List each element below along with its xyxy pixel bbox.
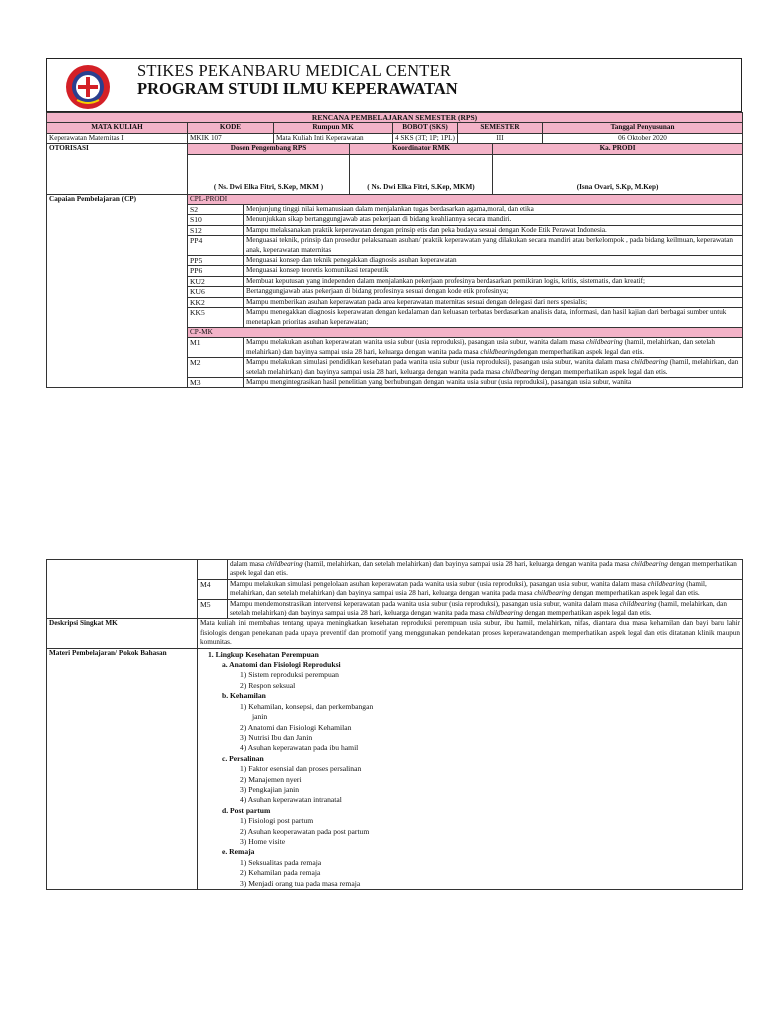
hdr-bobot: BOBOT (SKS): [393, 123, 458, 133]
document-header: [46, 58, 742, 112]
signature-koordinator: ( Ns. Dwi Elka Fitri, S.Kep, MKM): [350, 154, 493, 194]
materi-label: Materi Pembelajaran/ Pokok Bahasan: [47, 648, 198, 889]
page-1: [46, 58, 742, 388]
otorisasi-label: OTORISASI: [47, 144, 188, 194]
materi-item: 2) Asuhan keoperawatan pada post partum: [240, 826, 370, 836]
cpl-text: Menguasai teknik, prinsip dan prosedur pelaksanaan asuhan/ praktik keperawatan yang dilakukan secara mandiri atau berkelompok , pada bidang keilmuan, keperawatan anak, keperawatan maternitas: [244, 236, 743, 256]
cpmk_p1-0-it1: childbearing: [586, 338, 623, 347]
cpl-code: KU6: [188, 287, 244, 297]
materi-item: 2) Anatomi dan Fisiologi Kehamilan: [240, 722, 352, 732]
cpl-code: KU2: [188, 276, 244, 286]
cpl-text: Menunjukkan sikap bertanggungjawab atas pekerjaan di bidang keahliannya secara mandiri.: [244, 215, 743, 225]
hdr-tanggal: Tanggal Penyusunan: [543, 123, 743, 133]
materi-item: 3) Nutrisi Ibu dan Janin: [240, 732, 313, 742]
cpmk-code-blank: [198, 560, 228, 580]
cpmk_p1-0-it2: childbearing: [480, 347, 518, 356]
materi-outline: [198, 648, 743, 889]
rps-title: RENCANA PEMBELAJARAN SEMESTER (RPS): [47, 113, 743, 123]
cpmk_p1-1-post: dengan memperhatikan aspek legal dan etis.: [538, 367, 668, 376]
rps-table: [46, 112, 743, 388]
materi-item: 3) Pengkajian janin: [240, 784, 300, 794]
materi-item: 4) Asuhan keperawatan intranatal: [240, 795, 342, 805]
materi-item: 4) Asuhan keperawatan pada ibu hamil: [240, 743, 359, 753]
val-bobot: 4 SKS (3T; 1P; 1PL): [393, 133, 458, 143]
cpl-text: Membuat keputusan yang independen dalam menjalankan pekerjaan profesinya berdasarkan pemikiran logis, kritis, sistematis, dan kreatif;: [244, 276, 743, 286]
hdr-mata-kuliah: MATA KULIAH: [47, 123, 188, 133]
cpmk_p1-1-pre: Mampu melakukan simulasi pendidikan kesehatan pada wanita usia subur (usia reproduksi), pasangan usia subur, wanita dalam masa: [246, 358, 632, 367]
cpmk_p1-2-pre: Mampu mengintegrasikan hasil penelitian yang berhubungan dengan wanita usia subur (usia reproduksi), pasangan usia subur, wanita: [246, 377, 632, 386]
cp-label-continued: [47, 560, 198, 619]
materi-section-title: c. Persalinan: [222, 753, 264, 763]
cpmk_p2-1-it1: childbearing: [619, 599, 657, 608]
cpmk_p2-0-pre: Mampu melakukan simulasi pengelolaan asuhan keperawatan pada wanita usia subur (usia reproduksi), pasangan usia subur, wanita dalam masa: [230, 579, 648, 588]
institution-name: STIKES PEKANBARU MEDICAL CENTER: [137, 61, 452, 80]
cpmk_p2-1-mid: (hamil, melahirkan, dan setelah melahirkan) dan bayinya sampai usia 28 hari, keluarga dengan wanita pada masa: [230, 599, 727, 618]
cpmk-text: [244, 358, 743, 378]
cpl-text: Mampu memberikan asuhan keperawatan pada area keperawatan maternitas sesuai dengan delegasi dari ners spesialis;: [244, 297, 743, 307]
cpmk-code: M3: [188, 377, 244, 387]
cpmk-code: M5: [198, 599, 228, 619]
rps-table-continued: [46, 559, 743, 890]
cpmk_p1-1-it2: childbearing: [502, 367, 539, 376]
cpmk_p2-0-post: dengan memperhatikan aspek legal dan etis.: [570, 589, 700, 598]
signature-kaprodi: (Isna Ovari, S.Kp, M.Kep): [493, 154, 743, 194]
materi-item: 1) Sistem reproduksi perempuan: [240, 670, 339, 680]
cpmk_p2_cont-it1: childbearing: [265, 560, 303, 568]
materi-item: 1) Seksualitas pada remaja: [240, 857, 322, 867]
cpmk_p2_cont-it2: childbearing: [631, 560, 668, 568]
cpmk_p2-0-it2: childbearing: [534, 589, 571, 598]
signature-dosen: ( Ns. Dwi Elka Fitri, S.Kep, MKM ): [188, 154, 350, 194]
materi-item: 3) Home visite: [240, 836, 286, 846]
cpmk_p2-1-it2: childbearing: [486, 609, 523, 618]
cpmk_p2-0-it1: childbearing: [647, 579, 685, 588]
materi-item: 2) Manajemen nyeri: [240, 774, 302, 784]
materi-section-title: e. Remaja: [222, 847, 255, 857]
stikes-logo-icon: [65, 64, 111, 110]
cpmk_p2_cont-pre: dalam masa: [230, 560, 266, 568]
cpl-code: S10: [188, 215, 244, 225]
materi-section-title: b. Kehamilan: [222, 691, 266, 701]
val-kode: MKIK 107: [188, 133, 274, 143]
cpmk_p2_cont-mid: (hamil, melahirkan, dan setelah melahirkan) dan bayinya sampai usia 28 hari, keluarga dengan wanita pada masa: [302, 560, 632, 568]
cpl-text: Menguasai konsep teoretis komunikasi terapeutik: [244, 266, 743, 276]
hdr-kode: KODE: [188, 123, 274, 133]
cpl-text: Bertanggungjawab atas pekerjaan di bidang profesinya sesuai dengan kode etik profesinya;: [244, 287, 743, 297]
otorisasi-dosen-label: Dosen Pengembang RPS: [188, 144, 350, 154]
cpmk_p2-1-pre: Mampu mendemonstrasikan intervensi keperawatan pada wanita usia subur (usia reproduksi), pasangan usia subur, wanita dalam masa: [230, 599, 620, 608]
cpl-code: PP5: [188, 256, 244, 266]
cpmk_p2_cont-post: dengan memperhatikan aspek legal dan etis.: [230, 560, 737, 578]
cpmk-code: M2: [188, 358, 244, 378]
materi-item: 2) Respon seksual: [240, 680, 296, 690]
materi-heading: 1. Lingkup Kesehatan Perempuan: [208, 649, 319, 659]
cpmk_p2-0-mid: (hamil, melahirkan, dan setelah melahirkan) dan bayinya sampai usia 28 hari, keluarga dengan wanita pada masa: [230, 579, 707, 598]
cpl-text: Mampu menegakkan diagnosis keperawatan dengan kedalaman dan keluasan terbatas berdasarkan analisis data, informasi, dan hasil kajian dari berbagai sumber untuk menetapkan prioritas asuhan keperawatan;: [244, 308, 743, 328]
val-rumpun: Mata Kuliah Inti Keperawatan: [274, 133, 393, 143]
cpmk-code: M1: [188, 338, 244, 358]
materi-section-title: a. Anatomi dan Fisiologi Reproduksi: [222, 660, 341, 670]
cpl-text: Menguasai konsep dan teknik penegakkan diagnosis asuhan keperawatan: [244, 256, 743, 266]
cpl-text: Menjunjung tinggi nilai kemanusiaan dalam menjalankan tugas berdasarkan agama,moral, dan etika: [244, 205, 743, 215]
materi-item: janin: [252, 712, 268, 722]
deskripsi-label: Deskripsi Singkat MK: [47, 619, 198, 648]
deskripsi-text: Mata kuliah ini membahas tentang upaya meningkatkan kesehatan reproduksi perempuan usia subur, ibu hamil, melahirkan, nifas, diantara dua masa kehamilan dan bayi baru lahir fisiologis dengan penekanan pada upaya preventif dan promotif yang menggunakan pendekatan proses keperawatandengan memperhatikan aspek legal dan etis ditatanan klinik maupun komunitas.: [198, 619, 743, 648]
page-2: [46, 559, 742, 890]
cpmk-text-continued: [228, 560, 743, 580]
cpl-code: KK5: [188, 308, 244, 328]
otorisasi-kaprodi-label: Ka. PRODI: [493, 144, 743, 154]
materi-item: 2) Kehamilan pada remaja: [240, 868, 321, 878]
cpl-prodi-label: CPL-PRODI: [188, 194, 743, 204]
cpmk_p2-1-post: dengan memperhatikan aspek legal dan etis.: [522, 609, 652, 618]
cpl-text: Mampu melaksanakan praktik keperawatan dengan prinsip etis dan peka budaya sesuai dengan Kode Etik Perawat Indonesia.: [244, 225, 743, 235]
cpmk-text: [228, 579, 743, 599]
cpmk-text: [244, 377, 743, 387]
cpl-code: KK2: [188, 297, 244, 307]
cpmk-code: M4: [198, 579, 228, 599]
materi-section-title: d. Post partum: [222, 805, 271, 815]
otorisasi-koordinator-label: Koordinator RMK: [350, 144, 493, 154]
materi-item: 1) Faktor esensial dan proses persalinan: [240, 764, 362, 774]
cpmk_p1-1-it1: childbearing: [631, 358, 668, 367]
cpmk-text: [228, 599, 743, 619]
cpl-code: PP4: [188, 236, 244, 256]
materi-item: 1) Kehamilan, konsepsi, dan perkembangan: [240, 701, 374, 711]
cpmk_p1-0-post: dengan memperhatikan aspek legal dan etis.: [517, 347, 645, 356]
cpmk_p1-1-mid: (hamil, melahirkan, dan setelah melahirkan) dan bayinya sampai usia 28 hari, keluarga dengan wanita pada masa: [246, 358, 739, 376]
cpl-code: S12: [188, 225, 244, 235]
cpmk_p1-0-mid: (hamil, melahirkan, dan setelah melahirkan) dan bayinya sampai usia 28 hari, keluarga dengan wanita pada masa: [246, 338, 715, 356]
cpl-code: S2: [188, 205, 244, 215]
program-name: PROGRAM STUDI ILMU KEPERAWATAN: [137, 79, 458, 98]
cpmk-text: [244, 338, 743, 358]
hdr-rumpun: Rumpun MK: [274, 123, 393, 133]
hdr-semester: SEMESTER: [458, 123, 543, 133]
materi-item: 3) Menjadi orang tua pada masa remaja: [240, 878, 361, 888]
val-tanggal: 06 Oktober 2020: [543, 133, 743, 143]
cp-label: Capaian Pembelajaran (CP): [47, 194, 188, 388]
cpmk-label: CP-MK: [188, 327, 743, 337]
cpl-code: PP6: [188, 266, 244, 276]
val-semester: III: [458, 133, 543, 143]
cpmk_p1-0-pre: Mampu melakukan asuhan keperawatan wanita usia subur (usia reproduksi), pasangan usia subur, wanita dalam masa: [246, 338, 587, 347]
materi-item: 1) Fisiologi post partum: [240, 816, 314, 826]
val-mata-kuliah: Keperawatan Maternitas I: [47, 133, 188, 143]
